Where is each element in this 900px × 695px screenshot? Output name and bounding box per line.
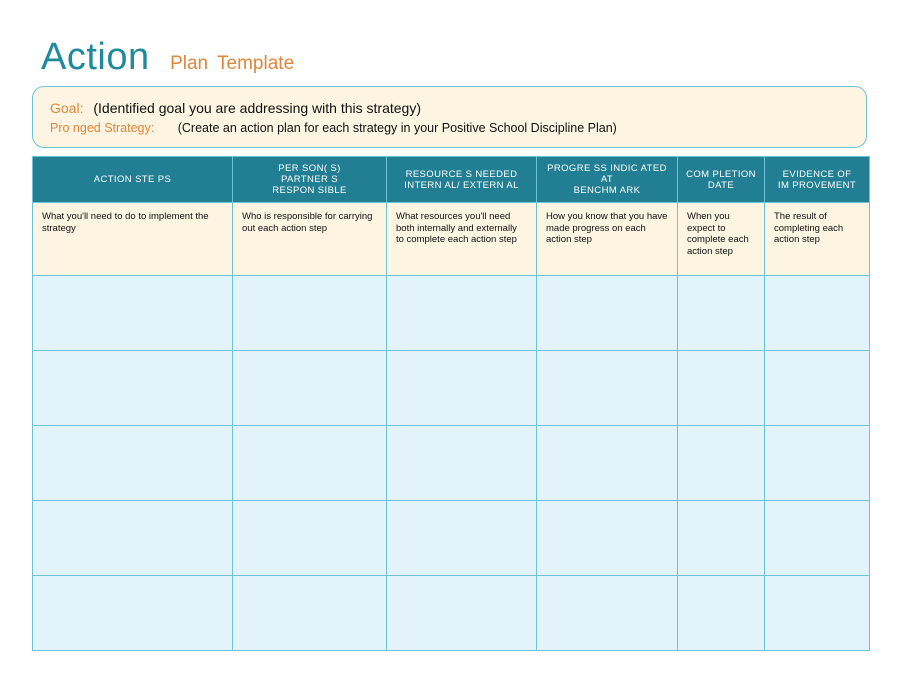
table-row <box>33 276 870 351</box>
entry-cell[interactable] <box>537 276 678 351</box>
goal-line <box>50 100 421 116</box>
action-plan-table <box>32 156 870 651</box>
title-main: Action <box>41 36 150 78</box>
entry-cell[interactable] <box>233 351 387 426</box>
header-progress-benchmark <box>537 157 678 203</box>
entry-cell[interactable] <box>678 426 765 501</box>
entry-cell[interactable] <box>765 426 870 501</box>
header-line: PER SON( S) <box>278 163 341 174</box>
strategy-label: Pro nged Strategy: <box>50 121 155 135</box>
strategy-text[interactable]: (Create an action plan for each strategy in your Positive School Discipline Plan) <box>177 121 617 135</box>
header-resources-needed <box>387 157 537 203</box>
header-line: PARTNER S <box>280 174 339 185</box>
description-cell: Who is responsible for carrying out each action step <box>233 203 387 276</box>
entry-cell[interactable] <box>233 426 387 501</box>
entry-cell[interactable] <box>678 576 765 651</box>
entry-cell[interactable] <box>233 501 387 576</box>
description-cell: The result of completing each action step <box>765 203 870 276</box>
header-line: EVIDENCE OF <box>782 168 852 180</box>
description-cell: When you expect to complete each action step <box>678 203 765 276</box>
entry-cell[interactable] <box>678 351 765 426</box>
entry-cell[interactable] <box>387 276 537 351</box>
table-row <box>33 426 870 501</box>
entry-cell[interactable] <box>765 501 870 576</box>
header-line: PROGRE SS INDIC ATED AT <box>547 163 667 185</box>
entry-cell[interactable] <box>537 426 678 501</box>
table-row <box>33 351 870 426</box>
entry-cell[interactable] <box>387 576 537 651</box>
title-sub: Plan Template <box>170 53 295 74</box>
entry-cell[interactable] <box>233 576 387 651</box>
description-cell: What you'll need to do to implement the strategy <box>33 203 233 276</box>
header-evidence-of-improvement <box>765 157 870 203</box>
header-line: INTERN AL/ EXTERN AL <box>404 179 519 191</box>
entry-cell[interactable] <box>33 351 233 426</box>
header-action-steps <box>33 157 233 203</box>
description-cell: What resources you'll need both internally and externally to complete each action step <box>387 203 537 276</box>
entry-cell[interactable] <box>33 426 233 501</box>
entry-cell[interactable] <box>765 576 870 651</box>
table-row <box>33 576 870 651</box>
entry-cell[interactable] <box>537 576 678 651</box>
entry-cell[interactable] <box>678 501 765 576</box>
entry-cell[interactable] <box>33 576 233 651</box>
header-line: ACTION STE PS <box>93 174 172 185</box>
header-completion-date <box>678 157 765 203</box>
entry-cell[interactable] <box>233 276 387 351</box>
entry-cell[interactable] <box>765 276 870 351</box>
header-row <box>33 157 870 203</box>
entry-cell[interactable] <box>678 276 765 351</box>
entry-cell[interactable] <box>387 351 537 426</box>
entry-cell[interactable] <box>33 276 233 351</box>
header-line: BENCHM ARK <box>573 185 641 196</box>
entry-cell[interactable] <box>537 501 678 576</box>
header-line: RESPON SIBLE <box>272 185 347 196</box>
description-cell: How you know that you have made progress on each action step <box>537 203 678 276</box>
strategy-line <box>50 121 617 135</box>
goal-label: Goal: <box>50 100 84 116</box>
description-row <box>33 203 870 276</box>
entry-cell[interactable] <box>765 351 870 426</box>
header-line: RESOURCE S NEEDED <box>405 168 518 180</box>
entry-cell[interactable] <box>387 501 537 576</box>
entry-cell[interactable] <box>387 426 537 501</box>
goal-box <box>32 86 867 148</box>
header-line: IM PROVEMENT <box>777 179 857 191</box>
table-row <box>33 501 870 576</box>
entry-cell[interactable] <box>33 501 233 576</box>
header-persons-responsible <box>233 157 387 203</box>
header-line: COM PLETION <box>686 168 756 180</box>
entry-cell[interactable] <box>537 351 678 426</box>
header-line: DATE <box>707 179 735 191</box>
page-title <box>41 36 294 79</box>
goal-text[interactable]: (Identified goal you are addressing with this strategy) <box>93 100 421 116</box>
